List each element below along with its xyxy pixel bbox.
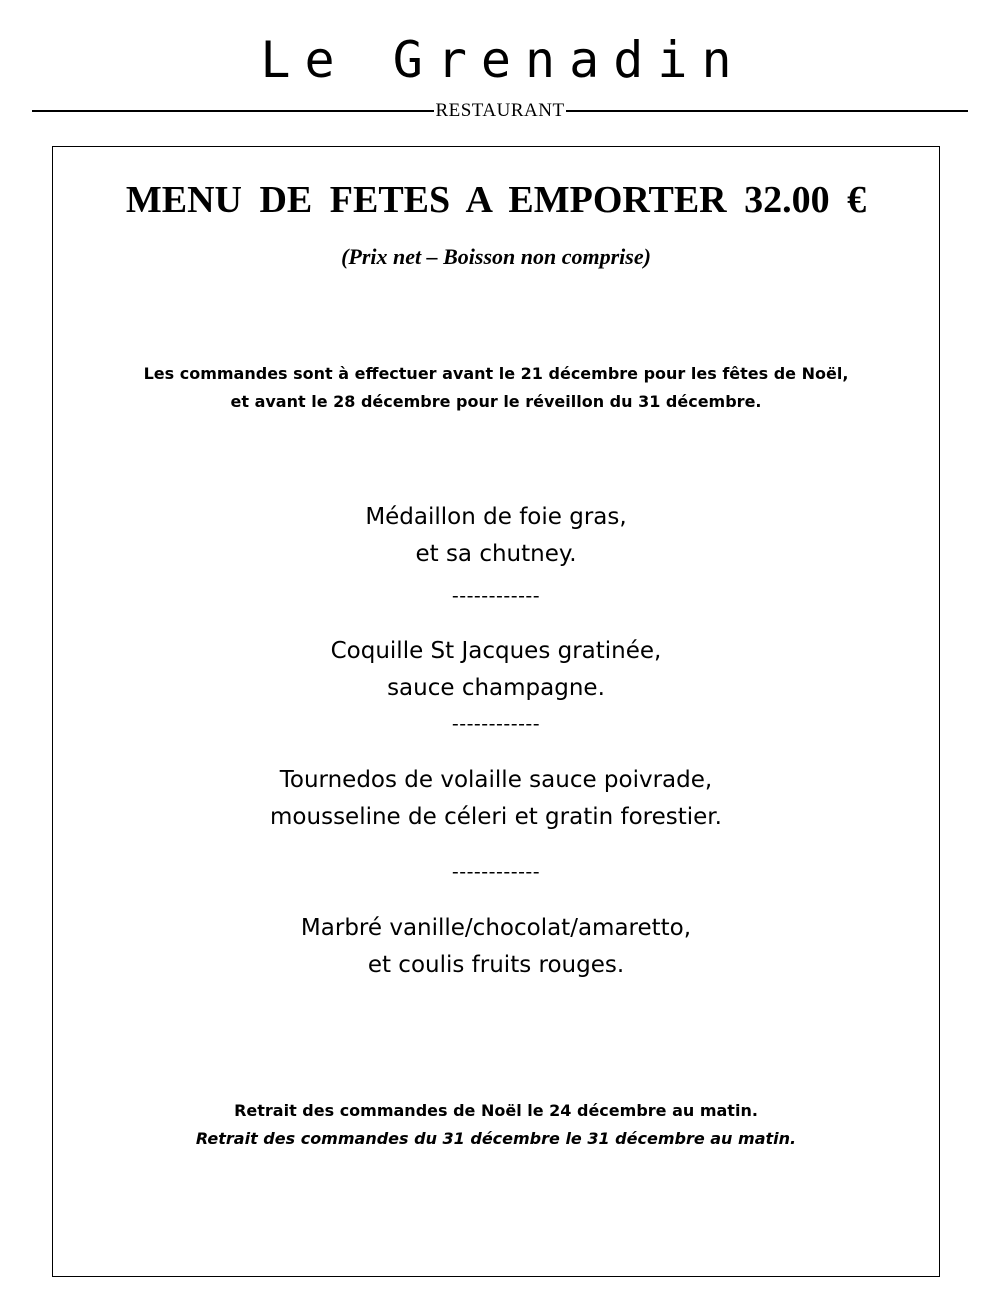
course-line: Tournedos de volaille sauce poivrade, — [279, 767, 713, 793]
pickup-notice — [0, 1097, 992, 1153]
course-separator: ------------ — [451, 861, 541, 883]
price-note: (Prix net – Boisson non comprise) — [341, 244, 651, 269]
course-main — [0, 762, 992, 836]
course-separator: ------------ — [451, 713, 541, 735]
divider-line-left — [32, 110, 434, 112]
header-divider — [32, 98, 968, 124]
course-line: et sa chutney. — [415, 541, 577, 567]
course-line: et coulis fruits rouges. — [367, 952, 625, 978]
pickup-notice-line: Retrait des commandes du 31 décembre le 31 décembre au matin. — [195, 1129, 797, 1148]
course-fish — [0, 633, 992, 707]
course-line: Marbré vanille/chocolat/amaretto, — [300, 915, 692, 941]
order-notice-line: et avant le 28 décembre pour le réveillon du 31 décembre. — [230, 392, 762, 411]
course-dessert — [0, 910, 992, 984]
restaurant-name: Le Grenadin — [260, 31, 746, 89]
pickup-notice-line: Retrait des commandes de Noël le 24 décembre au matin. — [234, 1101, 758, 1120]
order-notice — [0, 360, 992, 416]
order-notice-line: Les commandes sont à effectuer avant le 21 décembre pour les fêtes de Noël, — [143, 364, 849, 383]
course-line: Coquille St Jacques gratinée, — [330, 638, 662, 664]
divider-line-right — [566, 110, 968, 112]
course-line: mousseline de céleri et gratin forestier. — [270, 804, 722, 830]
course-line: Médaillon de foie gras, — [365, 504, 627, 530]
menu-title: MENU DE FETES A EMPORTER 32.00 € — [125, 179, 867, 221]
course-separator: ------------ — [451, 585, 541, 607]
restaurant-subtitle: RESTAURANT — [435, 100, 565, 121]
course-line: sauce champagne. — [387, 675, 605, 701]
course-starter — [0, 499, 992, 573]
